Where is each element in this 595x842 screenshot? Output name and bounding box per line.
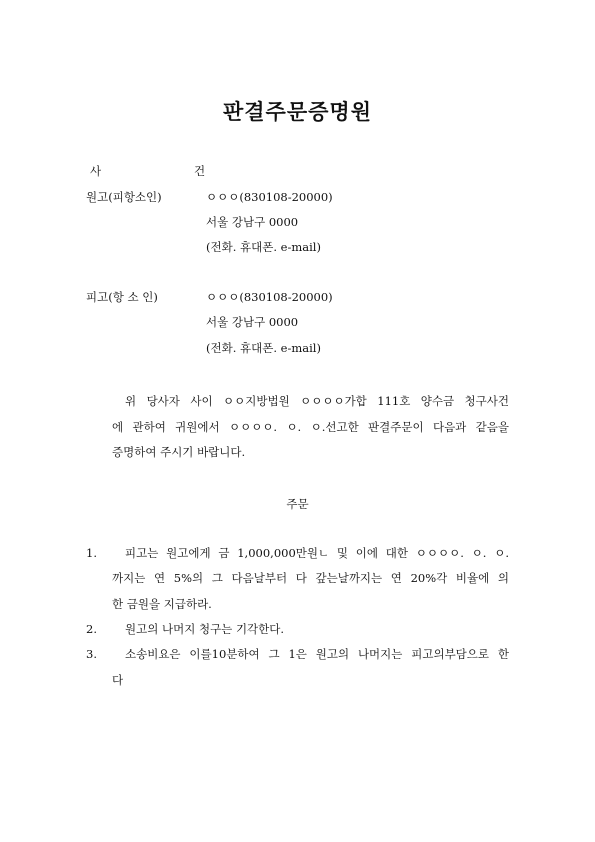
order-item-line: 다	[112, 673, 124, 687]
plaintiff-address: 서울 강남구 0000	[206, 215, 299, 229]
order-section-title: 주문	[286, 497, 309, 511]
defendant-contact: (전화. 휴대폰. e-mail)	[206, 341, 321, 355]
order-item-number: 1.	[86, 546, 97, 560]
case-label-part1: 사	[90, 164, 102, 178]
order-item-number: 3.	[86, 647, 97, 661]
defendant-name: ㅇㅇㅇ(830108-20000)	[206, 290, 333, 304]
body-line: 에 관하여 귀원에서 ㅇㅇㅇㅇ. ㅇ. ㅇ.선고한 판결주문이 다음과 같음을	[112, 420, 509, 434]
plaintiff-label: 원고(피항소인)	[86, 190, 162, 204]
body-line: 위 당사자 사이 ㅇㅇ지방법원 ㅇㅇㅇㅇ가합 111호 양수금 청구사건	[125, 394, 509, 408]
body-line: 증명하여 주시기 바랍니다.	[112, 445, 246, 459]
order-item-line: 피고는 원고에게 금 1,000,000만원ㄴ 및 이에 대한 ㅇㅇㅇㅇ. ㅇ. ㅇ.	[125, 546, 509, 560]
plaintiff-contact: (전화. 휴대폰. e-mail)	[206, 240, 321, 254]
plaintiff-name: ㅇㅇㅇ(830108-20000)	[206, 190, 333, 204]
document-title: 판결주문증명원	[222, 99, 372, 124]
order-item-line: 까지는 연 5%의 그 다음날부터 다 갚는날까지는 연 20%각 비율에 의	[112, 571, 509, 585]
order-item-number: 2.	[86, 622, 97, 636]
defendant-address: 서울 강남구 0000	[206, 315, 299, 329]
defendant-label: 피고(항 소 인)	[86, 290, 158, 304]
case-label-part2: 건	[194, 164, 206, 178]
order-item-line: 원고의 나머지 청구는 기각한다.	[125, 622, 285, 636]
order-item-line: 소송비요은 이를10분하여 그 1은 원고의 나머지는 피고의부담으로 한	[125, 647, 509, 661]
order-item-line: 한 금원을 지급하라.	[112, 597, 212, 611]
